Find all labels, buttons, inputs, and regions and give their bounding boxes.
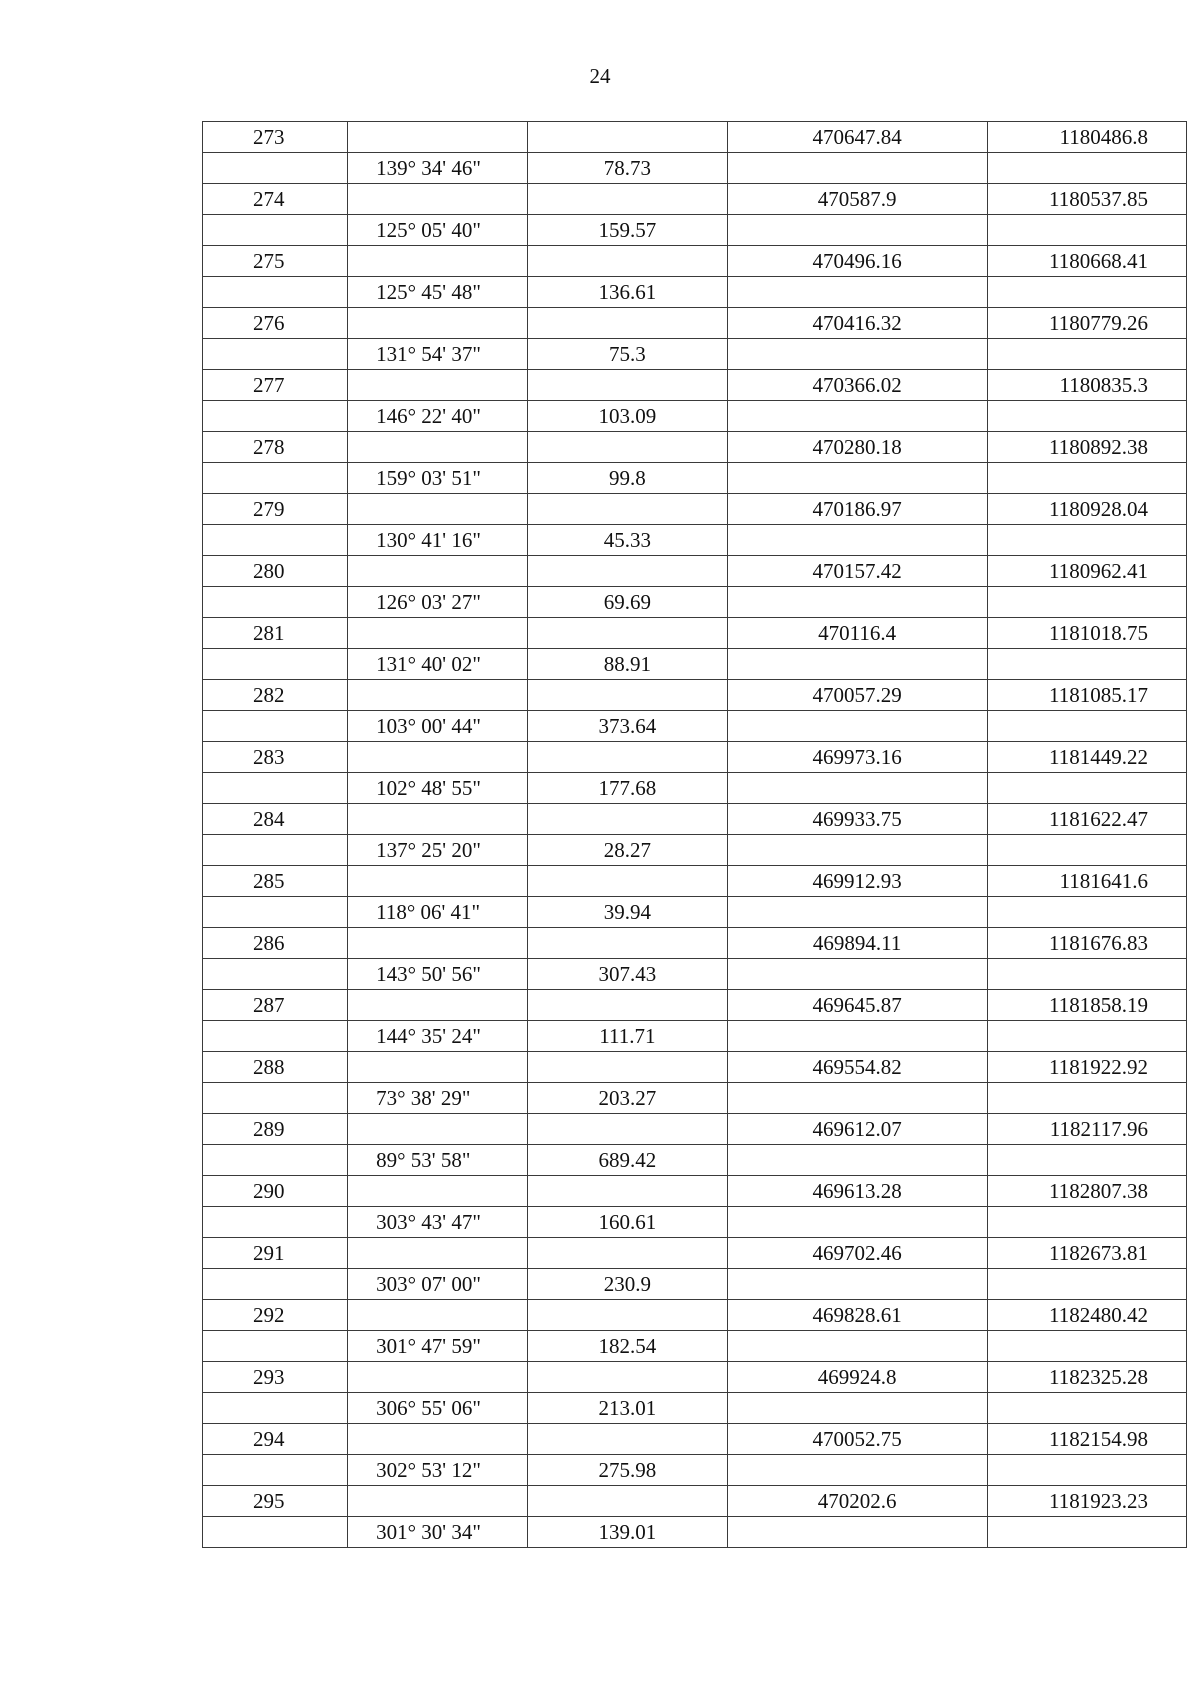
- table-row-point: [203, 866, 1187, 897]
- y-coordinate-cell: 1181641.6: [987, 866, 1186, 897]
- y-coordinate-cell: 1182480.42: [987, 1300, 1186, 1331]
- distance-cell: [528, 928, 727, 959]
- distance-cell: 177.68: [528, 773, 727, 804]
- point-number-cell: [203, 1331, 348, 1362]
- distance-cell: [528, 742, 727, 773]
- y-coordinate-cell: 1180486.8: [987, 122, 1186, 153]
- point-number-cell: 278: [203, 432, 348, 463]
- x-coordinate-cell: 469894.11: [727, 928, 987, 959]
- x-coordinate-cell: [727, 1207, 987, 1238]
- bearing-angle-cell: 303° 43' 47": [348, 1207, 528, 1238]
- y-coordinate-cell: 1182807.38: [987, 1176, 1186, 1207]
- table-row-segment: [203, 215, 1187, 246]
- point-number-cell: 291: [203, 1238, 348, 1269]
- bearing-angle-cell: 131° 54' 37": [348, 339, 528, 370]
- y-coordinate-cell: 1182117.96: [987, 1114, 1186, 1145]
- table-row-segment: [203, 1331, 1187, 1362]
- table-row-segment: [203, 277, 1187, 308]
- y-coordinate-cell: [987, 711, 1186, 742]
- y-coordinate-cell: [987, 1083, 1186, 1114]
- distance-cell: 159.57: [528, 215, 727, 246]
- x-coordinate-cell: [727, 153, 987, 184]
- bearing-angle-cell: [348, 1300, 528, 1331]
- table-row-segment: [203, 835, 1187, 866]
- bearing-angle-cell: [348, 370, 528, 401]
- y-coordinate-cell: [987, 1455, 1186, 1486]
- table-row-segment: [203, 1207, 1187, 1238]
- x-coordinate-cell: 469612.07: [727, 1114, 987, 1145]
- distance-cell: [528, 1300, 727, 1331]
- y-coordinate-cell: 1182673.81: [987, 1238, 1186, 1269]
- bearing-angle-cell: [348, 1362, 528, 1393]
- point-number-cell: 280: [203, 556, 348, 587]
- x-coordinate-cell: 469702.46: [727, 1238, 987, 1269]
- y-coordinate-cell: [987, 401, 1186, 432]
- distance-cell: 39.94: [528, 897, 727, 928]
- point-number-cell: 275: [203, 246, 348, 277]
- x-coordinate-cell: 470366.02: [727, 370, 987, 401]
- x-coordinate-cell: [727, 1145, 987, 1176]
- point-number-cell: 276: [203, 308, 348, 339]
- distance-cell: [528, 1176, 727, 1207]
- x-coordinate-cell: [727, 1269, 987, 1300]
- bearing-angle-cell: [348, 556, 528, 587]
- table-row-point: [203, 680, 1187, 711]
- distance-cell: [528, 1052, 727, 1083]
- table-row-segment: [203, 1269, 1187, 1300]
- point-number-cell: [203, 1021, 348, 1052]
- x-coordinate-cell: 469924.8: [727, 1362, 987, 1393]
- x-coordinate-cell: [727, 587, 987, 618]
- x-coordinate-cell: [727, 277, 987, 308]
- distance-cell: [528, 804, 727, 835]
- y-coordinate-cell: 1181018.75: [987, 618, 1186, 649]
- point-number-cell: [203, 1269, 348, 1300]
- bearing-angle-cell: [348, 308, 528, 339]
- distance-cell: 373.64: [528, 711, 727, 742]
- table-row-point: [203, 618, 1187, 649]
- bearing-angle-cell: 125° 45' 48": [348, 277, 528, 308]
- table-row-segment: [203, 1083, 1187, 1114]
- distance-cell: 203.27: [528, 1083, 727, 1114]
- table-row-point: [203, 432, 1187, 463]
- distance-cell: [528, 308, 727, 339]
- point-number-cell: [203, 1207, 348, 1238]
- page-number: 24: [589, 64, 611, 88]
- y-coordinate-cell: 1180962.41: [987, 556, 1186, 587]
- bearing-angle-cell: [348, 1052, 528, 1083]
- x-coordinate-cell: [727, 1393, 987, 1424]
- point-number-cell: 295: [203, 1486, 348, 1517]
- table-row-segment: [203, 711, 1187, 742]
- x-coordinate-cell: 470496.16: [727, 246, 987, 277]
- y-coordinate-cell: 1182325.28: [987, 1362, 1186, 1393]
- distance-cell: 139.01: [528, 1517, 727, 1548]
- bearing-angle-cell: 159° 03' 51": [348, 463, 528, 494]
- y-coordinate-cell: 1180668.41: [987, 246, 1186, 277]
- point-number-cell: [203, 897, 348, 928]
- distance-cell: [528, 184, 727, 215]
- x-coordinate-cell: 469554.82: [727, 1052, 987, 1083]
- table-row-point: [203, 1114, 1187, 1145]
- bearing-angle-cell: 126° 03' 27": [348, 587, 528, 618]
- table-row-segment: [203, 339, 1187, 370]
- table-row-point: [203, 742, 1187, 773]
- point-number-cell: [203, 649, 348, 680]
- table-row-segment: [203, 1021, 1187, 1052]
- table-row-point: [203, 246, 1187, 277]
- point-number-cell: 293: [203, 1362, 348, 1393]
- x-coordinate-cell: 470587.9: [727, 184, 987, 215]
- y-coordinate-cell: [987, 959, 1186, 990]
- distance-cell: [528, 556, 727, 587]
- bearing-angle-cell: [348, 1176, 528, 1207]
- point-number-cell: [203, 835, 348, 866]
- distance-cell: [528, 1238, 727, 1269]
- x-coordinate-cell: [727, 463, 987, 494]
- x-coordinate-cell: [727, 897, 987, 928]
- table-row-segment: [203, 587, 1187, 618]
- table-row-segment: [203, 959, 1187, 990]
- x-coordinate-cell: [727, 339, 987, 370]
- distance-cell: 136.61: [528, 277, 727, 308]
- y-coordinate-cell: [987, 835, 1186, 866]
- distance-cell: [528, 1362, 727, 1393]
- x-coordinate-cell: 470186.97: [727, 494, 987, 525]
- bearing-angle-cell: 130° 41' 16": [348, 525, 528, 556]
- bearing-angle-cell: 301° 30' 34": [348, 1517, 528, 1548]
- bearing-angle-cell: [348, 1114, 528, 1145]
- point-number-cell: [203, 773, 348, 804]
- y-coordinate-cell: 1181085.17: [987, 680, 1186, 711]
- bearing-angle-cell: 144° 35' 24": [348, 1021, 528, 1052]
- table-row-point: [203, 370, 1187, 401]
- bearing-angle-cell: [348, 1238, 528, 1269]
- bearing-angle-cell: [348, 494, 528, 525]
- point-number-cell: [203, 1145, 348, 1176]
- table-row-point: [203, 1052, 1187, 1083]
- point-number-cell: 274: [203, 184, 348, 215]
- point-number-cell: 289: [203, 1114, 348, 1145]
- distance-cell: 213.01: [528, 1393, 727, 1424]
- table-row-segment: [203, 897, 1187, 928]
- distance-cell: [528, 432, 727, 463]
- bearing-angle-cell: 143° 50' 56": [348, 959, 528, 990]
- distance-cell: 28.27: [528, 835, 727, 866]
- table-row-segment: [203, 1145, 1187, 1176]
- x-coordinate-cell: 470280.18: [727, 432, 987, 463]
- distance-cell: 75.3: [528, 339, 727, 370]
- y-coordinate-cell: 1180892.38: [987, 432, 1186, 463]
- x-coordinate-cell: [727, 773, 987, 804]
- distance-cell: 230.9: [528, 1269, 727, 1300]
- y-coordinate-cell: [987, 587, 1186, 618]
- bearing-angle-cell: [348, 804, 528, 835]
- table-row-point: [203, 308, 1187, 339]
- distance-cell: 160.61: [528, 1207, 727, 1238]
- point-number-cell: [203, 463, 348, 494]
- x-coordinate-cell: 469828.61: [727, 1300, 987, 1331]
- x-coordinate-cell: [727, 1083, 987, 1114]
- bearing-angle-cell: [348, 866, 528, 897]
- point-number-cell: [203, 153, 348, 184]
- x-coordinate-cell: [727, 1331, 987, 1362]
- y-coordinate-cell: 1180835.3: [987, 370, 1186, 401]
- table-row-segment: [203, 463, 1187, 494]
- y-coordinate-cell: [987, 649, 1186, 680]
- y-coordinate-cell: [987, 1021, 1186, 1052]
- y-coordinate-cell: 1181858.19: [987, 990, 1186, 1021]
- distance-cell: [528, 122, 727, 153]
- distance-cell: 88.91: [528, 649, 727, 680]
- point-number-cell: [203, 215, 348, 246]
- table-row-point: [203, 1424, 1187, 1455]
- x-coordinate-cell: 469645.87: [727, 990, 987, 1021]
- bearing-angle-cell: [348, 1424, 528, 1455]
- table-row-segment: [203, 401, 1187, 432]
- bearing-angle-cell: [348, 1486, 528, 1517]
- y-coordinate-cell: [987, 1145, 1186, 1176]
- x-coordinate-cell: [727, 649, 987, 680]
- point-number-cell: 285: [203, 866, 348, 897]
- bearing-angle-cell: 306° 55' 06": [348, 1393, 528, 1424]
- table-row-point: [203, 122, 1187, 153]
- bearing-angle-cell: 137° 25' 20": [348, 835, 528, 866]
- x-coordinate-cell: [727, 835, 987, 866]
- distance-cell: [528, 680, 727, 711]
- bearing-angle-cell: [348, 618, 528, 649]
- x-coordinate-cell: [727, 215, 987, 246]
- y-coordinate-cell: 1180537.85: [987, 184, 1186, 215]
- y-coordinate-cell: [987, 773, 1186, 804]
- point-number-cell: [203, 525, 348, 556]
- y-coordinate-cell: 1181676.83: [987, 928, 1186, 959]
- bearing-angle-cell: 125° 05' 40": [348, 215, 528, 246]
- distance-cell: [528, 990, 727, 1021]
- distance-cell: [528, 494, 727, 525]
- x-coordinate-cell: 470416.32: [727, 308, 987, 339]
- bearing-angle-cell: 301° 47' 59": [348, 1331, 528, 1362]
- point-number-cell: [203, 1083, 348, 1114]
- distance-cell: 275.98: [528, 1455, 727, 1486]
- table-row-point: [203, 1486, 1187, 1517]
- y-coordinate-cell: [987, 215, 1186, 246]
- point-number-cell: 288: [203, 1052, 348, 1083]
- x-coordinate-cell: [727, 1517, 987, 1548]
- point-number-cell: 292: [203, 1300, 348, 1331]
- table-row-point: [203, 990, 1187, 1021]
- bearing-angle-cell: [348, 432, 528, 463]
- point-number-cell: 287: [203, 990, 348, 1021]
- y-coordinate-cell: [987, 463, 1186, 494]
- table-row-segment: [203, 773, 1187, 804]
- distance-cell: 111.71: [528, 1021, 727, 1052]
- y-coordinate-cell: [987, 153, 1186, 184]
- table-row-point: [203, 804, 1187, 835]
- x-coordinate-cell: 469973.16: [727, 742, 987, 773]
- distance-cell: [528, 1486, 727, 1517]
- bearing-angle-cell: 131° 40' 02": [348, 649, 528, 680]
- bearing-angle-cell: 146° 22' 40": [348, 401, 528, 432]
- y-coordinate-cell: 1181449.22: [987, 742, 1186, 773]
- distance-cell: 69.69: [528, 587, 727, 618]
- bearing-angle-cell: [348, 246, 528, 277]
- x-coordinate-cell: [727, 525, 987, 556]
- table-row-segment: [203, 1455, 1187, 1486]
- coordinates-table-body: [203, 122, 1187, 1548]
- y-coordinate-cell: 1181923.23: [987, 1486, 1186, 1517]
- bearing-angle-cell: [348, 928, 528, 959]
- y-coordinate-cell: 1181922.92: [987, 1052, 1186, 1083]
- table-row-point: [203, 556, 1187, 587]
- distance-cell: [528, 618, 727, 649]
- table-row-point: [203, 184, 1187, 215]
- bearing-angle-cell: [348, 990, 528, 1021]
- point-number-cell: 294: [203, 1424, 348, 1455]
- y-coordinate-cell: [987, 1207, 1186, 1238]
- x-coordinate-cell: [727, 711, 987, 742]
- y-coordinate-cell: [987, 897, 1186, 928]
- bearing-angle-cell: 139° 34' 46": [348, 153, 528, 184]
- y-coordinate-cell: [987, 339, 1186, 370]
- point-number-cell: [203, 1455, 348, 1486]
- distance-cell: [528, 1114, 727, 1145]
- distance-cell: 45.33: [528, 525, 727, 556]
- table-row-point: [203, 1300, 1187, 1331]
- distance-cell: 99.8: [528, 463, 727, 494]
- bearing-angle-cell: [348, 742, 528, 773]
- x-coordinate-cell: [727, 1455, 987, 1486]
- x-coordinate-cell: 470116.4: [727, 618, 987, 649]
- y-coordinate-cell: [987, 525, 1186, 556]
- distance-cell: [528, 246, 727, 277]
- y-coordinate-cell: [987, 1393, 1186, 1424]
- point-number-cell: [203, 587, 348, 618]
- x-coordinate-cell: 469933.75: [727, 804, 987, 835]
- bearing-angle-cell: [348, 184, 528, 215]
- point-number-cell: 277: [203, 370, 348, 401]
- table-row-point: [203, 1238, 1187, 1269]
- distance-cell: 307.43: [528, 959, 727, 990]
- distance-cell: 103.09: [528, 401, 727, 432]
- table-row-point: [203, 1362, 1187, 1393]
- table-row-segment: [203, 649, 1187, 680]
- point-number-cell: 290: [203, 1176, 348, 1207]
- y-coordinate-cell: [987, 1331, 1186, 1362]
- table-row-point: [203, 1176, 1187, 1207]
- x-coordinate-cell: 470647.84: [727, 122, 987, 153]
- y-coordinate-cell: 1180779.26: [987, 308, 1186, 339]
- distance-cell: [528, 1424, 727, 1455]
- point-number-cell: 273: [203, 122, 348, 153]
- point-number-cell: 284: [203, 804, 348, 835]
- distance-cell: [528, 866, 727, 897]
- bearing-angle-cell: 118° 06' 41": [348, 897, 528, 928]
- table-row-point: [203, 928, 1187, 959]
- point-number-cell: [203, 401, 348, 432]
- point-number-cell: 282: [203, 680, 348, 711]
- bearing-angle-cell: 302° 53' 12": [348, 1455, 528, 1486]
- y-coordinate-cell: 1182154.98: [987, 1424, 1186, 1455]
- point-number-cell: 286: [203, 928, 348, 959]
- y-coordinate-cell: 1180928.04: [987, 494, 1186, 525]
- y-coordinate-cell: [987, 1517, 1186, 1548]
- x-coordinate-cell: 469912.93: [727, 866, 987, 897]
- table-row-segment: [203, 525, 1187, 556]
- x-coordinate-cell: [727, 959, 987, 990]
- y-coordinate-cell: [987, 277, 1186, 308]
- coordinates-table: [202, 121, 1187, 1548]
- bearing-angle-cell: [348, 122, 528, 153]
- distance-cell: 78.73: [528, 153, 727, 184]
- distance-cell: 689.42: [528, 1145, 727, 1176]
- x-coordinate-cell: [727, 401, 987, 432]
- x-coordinate-cell: [727, 1021, 987, 1052]
- point-number-cell: [203, 1393, 348, 1424]
- x-coordinate-cell: 470202.6: [727, 1486, 987, 1517]
- point-number-cell: [203, 277, 348, 308]
- bearing-angle-cell: 303° 07' 00": [348, 1269, 528, 1300]
- point-number-cell: 279: [203, 494, 348, 525]
- point-number-cell: [203, 339, 348, 370]
- point-number-cell: [203, 959, 348, 990]
- table-row-point: [203, 494, 1187, 525]
- bearing-angle-cell: 103° 00' 44": [348, 711, 528, 742]
- bearing-angle-cell: [348, 680, 528, 711]
- table-row-segment: [203, 153, 1187, 184]
- y-coordinate-cell: 1181622.47: [987, 804, 1186, 835]
- point-number-cell: 283: [203, 742, 348, 773]
- point-number-cell: [203, 1517, 348, 1548]
- point-number-cell: [203, 711, 348, 742]
- point-number-cell: 281: [203, 618, 348, 649]
- distance-cell: [528, 370, 727, 401]
- x-coordinate-cell: 469613.28: [727, 1176, 987, 1207]
- table-row-segment: [203, 1393, 1187, 1424]
- bearing-angle-cell: 73° 38' 29": [348, 1083, 528, 1114]
- x-coordinate-cell: 470057.29: [727, 680, 987, 711]
- bearing-angle-cell: 102° 48' 55": [348, 773, 528, 804]
- x-coordinate-cell: 470157.42: [727, 556, 987, 587]
- distance-cell: 182.54: [528, 1331, 727, 1362]
- x-coordinate-cell: 470052.75: [727, 1424, 987, 1455]
- table-row-segment: [203, 1517, 1187, 1548]
- bearing-angle-cell: 89° 53' 58": [348, 1145, 528, 1176]
- y-coordinate-cell: [987, 1269, 1186, 1300]
